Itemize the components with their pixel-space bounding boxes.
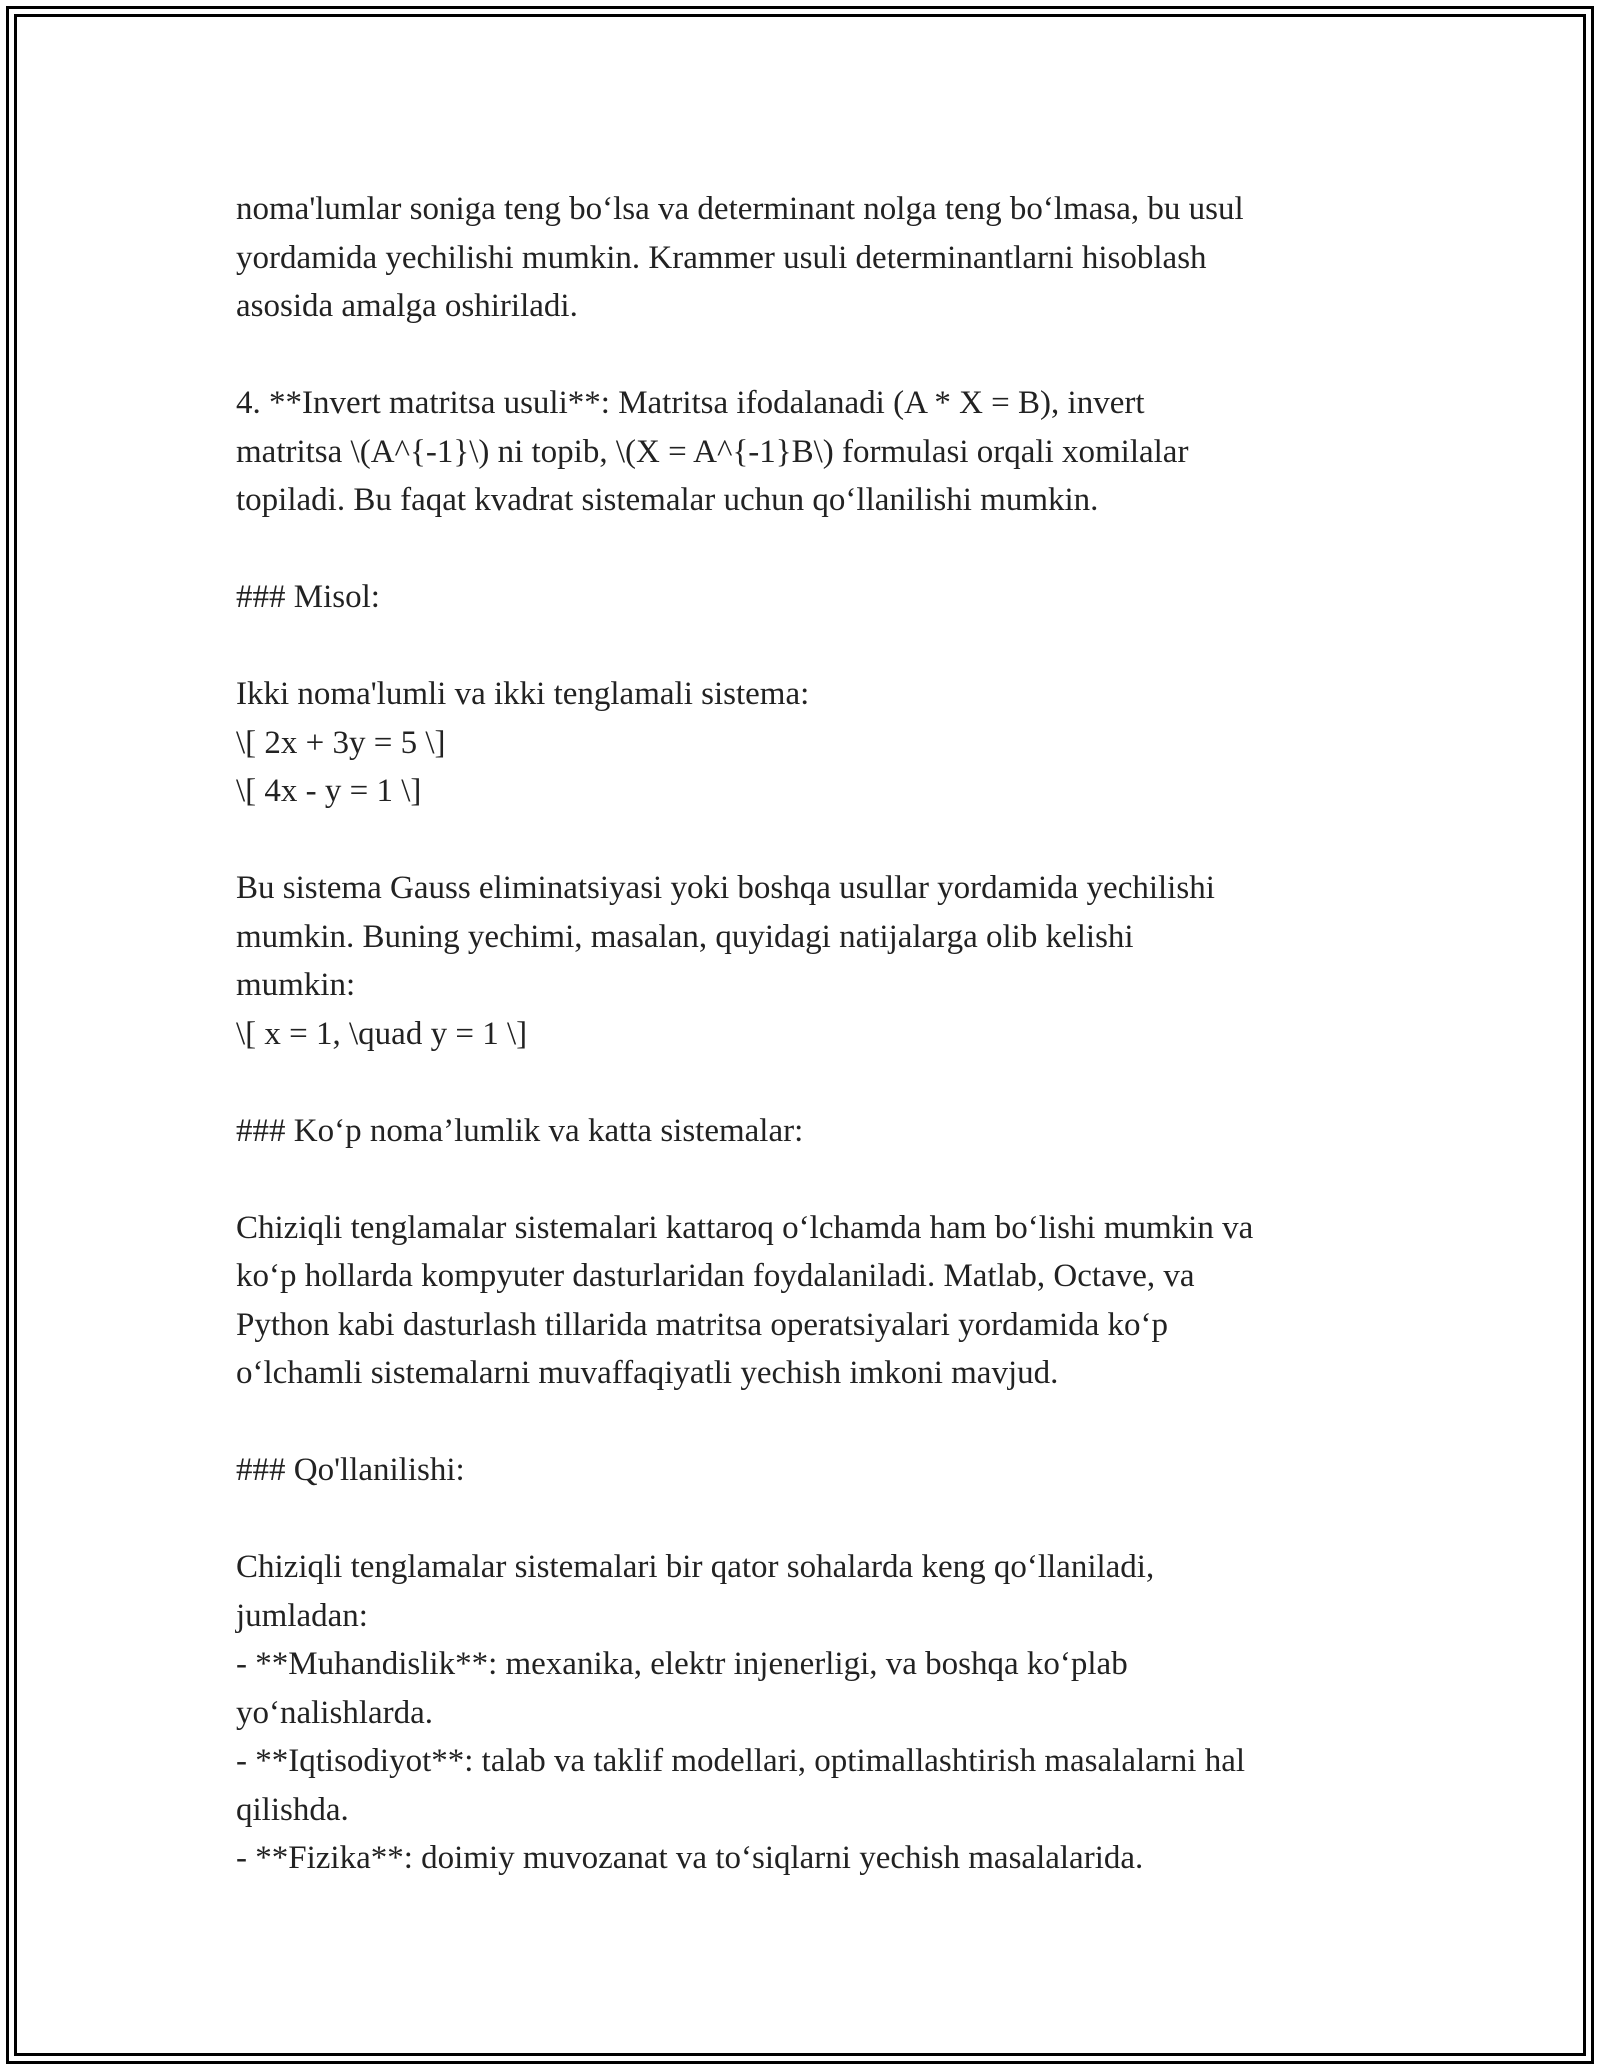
text-line: ### Qo'llanilishi: [236, 1452, 465, 1488]
text-line: asosida amalga oshiriladi. [236, 288, 578, 324]
heading-applications [236, 1446, 1376, 1495]
paragraph-gap [236, 1058, 1376, 1107]
text-line: Bu sistema Gauss eliminatsiyasi yoki boshqa usullar yordamida yechilishi [236, 870, 1215, 906]
paragraph-example-system [236, 670, 1376, 816]
text-line: o‘lchamli sistemalarni muvaffaqiyatli yechish imkoni mavjud. [236, 1355, 1059, 1391]
equation-line: \[ x = 1, \quad y = 1 \] [236, 1015, 528, 1052]
list-item: - **Fizika**: doimiy muvozanat va to‘siqlarni yechish masalalarida. [236, 1840, 1144, 1876]
text-line: yordamida yechilishi mumkin. Krammer usuli determinantlarni hisoblash [236, 239, 1207, 276]
text-line: 4. **Invert matritsa usuli**: Matritsa ifodalanadi (A * X = B), invert [236, 385, 1145, 421]
text-line: ko‘p hollarda kompyuter dasturlaridan foydalaniladi. Matlab, Octave, va [236, 1258, 1195, 1294]
paragraph-large-systems [236, 1204, 1376, 1398]
list-item: - **Iqtisodiyot**: talab va taklif modellari, optimallashtirish masalalarni hal [236, 1743, 1246, 1779]
text-line: Chiziqli tenglamalar sistemalari bir qator sohalarda keng qo‘llaniladi, [236, 1549, 1155, 1585]
text-line: mumkin. Buning yechimi, masalan, quyidagi natijalarga olib kelishi [236, 918, 1134, 955]
text-line: yo‘nalishlarda. [236, 1694, 434, 1731]
text-line: Python kabi dasturlash tillarida matritsa operatsiyalari yordamida ko‘p [236, 1306, 1169, 1343]
text-line: qilishda. [236, 1791, 349, 1828]
text-line: matritsa \(A^{-1}\) ni topib, \(X = A^{-1}B\) formulasi orqali xomilalar [236, 433, 1189, 470]
text-line: Ikki noma'lumli va ikki tenglamali sistema: [236, 676, 810, 712]
text-line: ### Ko‘p noma’lumlik va katta sistemalar: [236, 1112, 804, 1149]
paragraph-gap [236, 816, 1376, 865]
list-item: - **Muhandislik**: mexanika, elektr injenerligi, va boshqa ko‘plab [236, 1646, 1128, 1682]
heading-large-systems [236, 1107, 1376, 1156]
paragraph-applications-list [236, 1543, 1376, 1883]
text-line: mumkin: [236, 967, 356, 1003]
paragraph-gap [236, 1155, 1376, 1204]
paragraph-krammer-continuation [236, 185, 1376, 331]
paragraph-invert-method [236, 379, 1376, 525]
paragraph-gap [236, 525, 1376, 574]
document-body [236, 185, 1376, 1883]
text-line: ### Misol: [236, 579, 380, 615]
paragraph-gap [236, 1398, 1376, 1447]
text-line: noma'lumlar soniga teng bo‘lsa va determinant nolga teng bo‘lmasa, bu usul [236, 191, 1244, 227]
heading-misol [236, 573, 1376, 622]
paragraph-gap [236, 1495, 1376, 1544]
paragraph-gap [236, 622, 1376, 671]
paragraph-example-solution [236, 864, 1376, 1058]
text-line: topiladi. Bu faqat kvadrat sistemalar uchun qo‘llanilishi mumkin. [236, 482, 1099, 518]
equation-line: \[ 4x - y = 1 \] [236, 773, 422, 809]
equation-line: \[ 2x + 3y = 5 \] [236, 724, 446, 761]
paragraph-gap [236, 331, 1376, 380]
text-line: jumladan: [236, 1597, 368, 1634]
text-line: Chiziqli tenglamalar sistemalari kattaroq o‘lchamda ham bo‘lishi mumkin va [236, 1209, 1254, 1246]
